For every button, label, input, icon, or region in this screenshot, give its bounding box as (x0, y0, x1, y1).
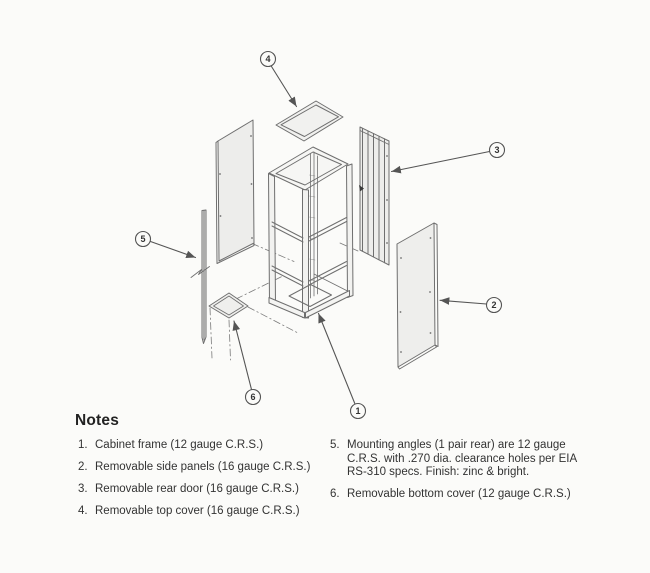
note-text: Removable rear door (16 gauge C.R.S.) (95, 483, 299, 495)
note-number: 2. (78, 461, 88, 473)
note-item-4 (78, 505, 333, 519)
top-cover-panel (276, 101, 343, 141)
note-number: 5. (330, 439, 340, 451)
note-number: 4. (78, 505, 88, 517)
callout-3-number: 3 (494, 145, 500, 156)
note-number: 6. (330, 488, 340, 500)
note-number: 1. (78, 439, 88, 451)
callout-5-number: 5 (140, 234, 146, 245)
mounting-angle-bar (191, 210, 210, 344)
callout-4 (261, 52, 297, 107)
left-side-panel (216, 120, 254, 264)
right-side-panel (397, 223, 438, 369)
note-text: Mounting angles (1 pair rear) are 12 gauge C.R.S. with .270 dia. clearance holes per EIA RS-310 specs. Finish: zinc & bright. (347, 439, 577, 478)
note-item-5 (330, 439, 592, 480)
notes-column-left (78, 439, 333, 527)
notes-heading: Notes (75, 412, 120, 429)
note-number: 3. (78, 483, 88, 495)
note-text: Removable side panels (16 gauge C.R.S.) (95, 461, 311, 473)
callout-1-number: 1 (355, 406, 361, 417)
callout-6-number: 6 (250, 392, 256, 403)
callout-3 (392, 143, 505, 172)
rear-door-panel (359, 127, 389, 265)
note-item-2 (78, 461, 333, 475)
notes-column-right (330, 439, 592, 510)
callout-5 (136, 232, 196, 258)
note-item-3 (78, 483, 333, 497)
callout-6 (234, 321, 261, 405)
note-text: Cabinet frame (12 gauge C.R.S.) (95, 439, 264, 451)
callout-2-number: 2 (491, 300, 497, 311)
cabinet-frame (269, 147, 354, 318)
callout-2 (440, 298, 502, 313)
notes-section (75, 412, 620, 517)
bottom-cover-panel (209, 293, 248, 318)
note-text: Removable top cover (16 gauge C.R.S.) (95, 505, 300, 517)
callout-4-number: 4 (265, 54, 271, 65)
note-item-1 (78, 439, 333, 453)
note-text: Removable bottom cover (12 gauge C.R.S.) (347, 488, 571, 500)
note-item-6 (330, 488, 592, 502)
callout-1 (319, 314, 366, 419)
